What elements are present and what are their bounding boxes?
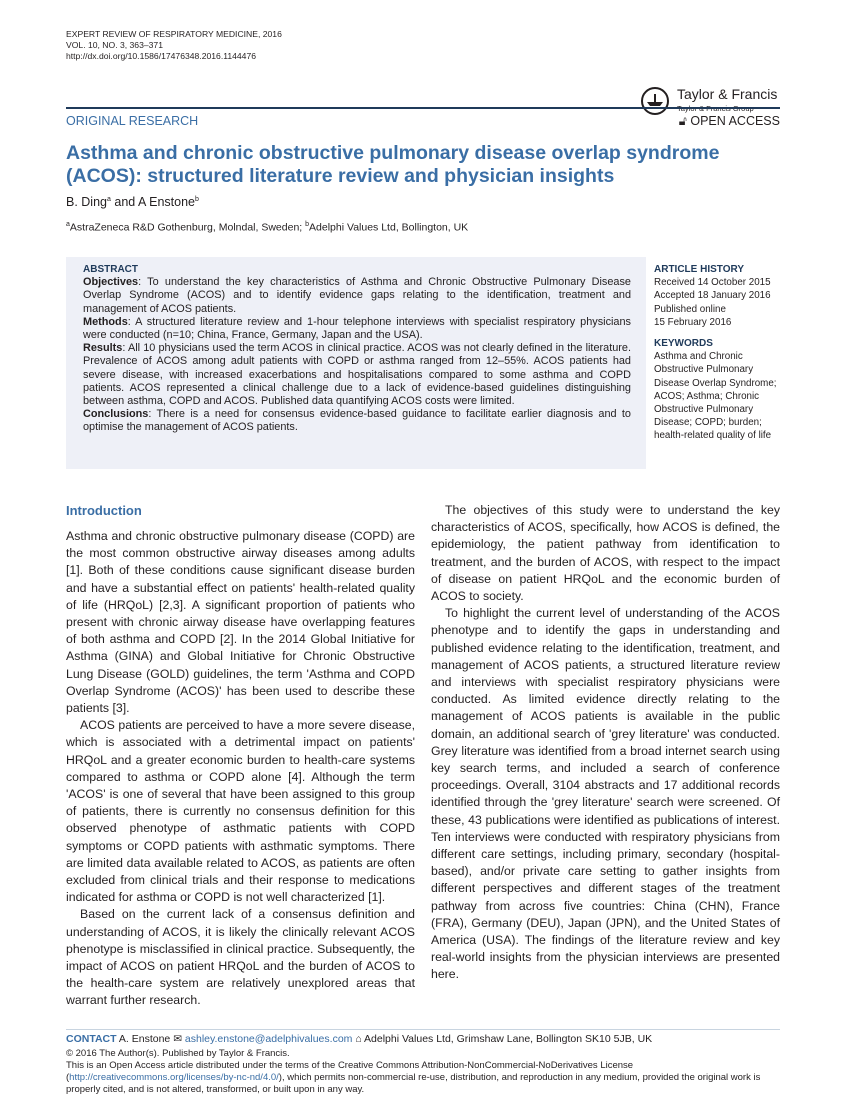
article-title: Asthma and chronic obstructive pulmonary disease overlap syndrome (ACOS): structured literature review and physician insights (66, 142, 720, 187)
email-link[interactable]: ashley.enstone@adelphivalues.com (184, 1033, 353, 1045)
email-icon: ✉ (173, 1033, 182, 1045)
abstract-conclusions: : There is a need for consensus evidence-based guidance to facilitate earlier diagnosis and to optimise the management of ACOS patients. (83, 408, 631, 434)
abstract (83, 263, 631, 435)
abstract-methods: : A structured literature review and 1-hour telephone interviews with specialist respiratory physicians were conducted (n=10; China, France, Germany, Japan and the USA). (83, 315, 631, 342)
accepted-date: Accepted 18 January 2016 (654, 290, 771, 302)
contact-name: A. Enstone (118, 1033, 171, 1045)
label: Objectives (83, 276, 139, 289)
affiliation: AstraZeneca R&D Gothenburg, Molndal, Sweden; (69, 221, 306, 234)
abstract-results: : All 10 physicians used the term ACOS in clinical practice. ACOS was not clearly defined in the literature. Prevalence of ACOS among adult patients with COPD or asthma ranged from 12–55%. ACOS patients had severe disease, with increased exacerbations and hospitalisations compared to some asthma and COPD patients. ACOS represented a clinical challenge due to a lack of evidence-based guidelines distinguishing between asthma, COPD and ACOS. Published data quantifying ACOS costs were limited. (83, 342, 631, 408)
label: Conclusions (83, 408, 149, 421)
history-heading: ARTICLE HISTORY (654, 264, 745, 275)
publisher-name: Taylor & Francis (677, 86, 778, 102)
open-lock-icon: 🔓︎ (678, 114, 691, 128)
address-icon: ⌂ (355, 1033, 362, 1045)
abstract-objectives: : To understand the key characteristics of Asthma and Chronic Obstructive Pulmonary Disease Overlap Syndrome (ACOS) and to identify evidence gaps relating to the identification, treatment and management of ACOS patients. (83, 276, 631, 315)
affiliation: Adelphi Values Ltd, Bollington, UK (309, 221, 469, 234)
author-sup: b (195, 195, 199, 203)
published-label: Published online (654, 303, 726, 315)
section-heading: Introduction (66, 503, 142, 518)
right-column (431, 502, 780, 984)
journal-header (66, 29, 282, 62)
doi-link[interactable]: http://dx.doi.org/10.1586/17476348.2016.1144476 (66, 51, 257, 61)
publisher-logo-icon (638, 86, 672, 116)
article-type: ORIGINAL RESEARCH (66, 114, 199, 128)
contact-label: CONTACT (66, 1033, 117, 1045)
label: Methods (83, 315, 128, 328)
paragraph: Based on the current lack of a consensus definition and understanding of ACOS, it is likely the clinically relevant ACOS phenotype is misclassified in clinical practice. Subsequently, the impact of ACOS on patient HRQoL and the burden of ACOS to the health-care system are relatively unexplored areas that warrant further research. (66, 907, 415, 1008)
contact-address: Adelphi Values Ltd, Grimshaw Lane, Bollington SK10 5JB, UK (364, 1033, 653, 1045)
journal-name: EXPERT REVIEW OF RESPIRATORY MEDICINE, 2016 (66, 29, 282, 39)
license-text: ), which permits non-commercial re-use, distribution, and reproduction in any medium, provided the original work is properly cited, and is not altered, transformed, or built upon in any way. (66, 1072, 761, 1095)
paragraph: Asthma and chronic obstructive pulmonary disease (COPD) are the most common obstructive airway diseases among adults [1]. Both of these conditions cause significant disease burden and have a substantial effect on patients' health-related quality of life (HRQoL) [2,3]. A significant proportion of patients who present with chronic airway disease have overlapping features of both asthma and COPD [2]. In the 2014 Global Initiative for Asthma (GINA) and Global Initiative for Chronic Obstructive Lung Disease (GOLD) guidelines, the term 'Asthma and COPD Overlap Syndrome (ACOS)' has been used to describe these patients [3]. (66, 529, 415, 716)
affiliations (66, 221, 468, 234)
paragraph: To highlight the current level of understanding of the ACOS phenotype and to identify the gaps in understanding and published evidence relating to the identification, treatment, and management of ACOS patients, a structured literature review and interviews with specialist respiratory physicians were conducted. As limited evidence directly relating to the management of ACOS patients is available in the public domain, an additional search of 'grey literature' was conducted. Grey literature was identified from a broad internet search using key search terms, and included a search of conference proceedings. Overall, 3104 abstracts and 17 additional records identified through the 'grey literature' search were screened. Of these, 43 publications were identified as publications of interest. Ten interviews were conducted with respiratory physicians from different care settings, including primary, secondary (hospital-based), and/or private care setting to gather insights from different perspectives and different stages of the treatment pathway from across five countries: China (CHN), France (FRA), Germany (DEU), Japan (JPN), and the United States of America (USA). The findings of the literature review and key real-world insights from the physician interviews are presented here. (431, 606, 780, 982)
paragraph: The objectives of this study were to understand the key characteristics of ACOS, specifically, how ACOS is defined, the epidemiology, the patient pathway from identification to treatment, and the burden of ACOS, with respect to the impact of disease on patient HRQoL and the economic burden of ACOS to society. (431, 503, 780, 604)
keywords-heading: KEYWORDS (654, 338, 713, 350)
volume: VOL. 10, NO. 3, 363–371 (66, 40, 163, 50)
header-rule (66, 107, 780, 109)
left-column (66, 528, 415, 1010)
open-access-label: OPEN ACCESS (690, 114, 780, 128)
aff-sup: b (305, 221, 310, 228)
license-link[interactable]: http://creativecommons.org/licenses/by-nc-nd/4.0/ (69, 1072, 279, 1083)
label: Results (83, 342, 123, 355)
license-text: This is an Open Access article distributed under the terms of the Creative Commons Attribution-NonCommercial-NoDerivatives License ( (66, 1060, 634, 1083)
article-sidebar (654, 263, 784, 443)
author: and A Enstone (110, 195, 196, 209)
received-date: Received 14 October 2015 (654, 277, 771, 289)
abstract-heading: ABSTRACT (83, 264, 138, 275)
footer (66, 1033, 780, 1096)
keywords: Asthma and Chronic Obstructive Pulmonary Disease Overlap Syndrome; ACOS; Asthma; Chronic Obstructive Pulmonary Disease; COPD; burden; health-related quality of life (654, 351, 777, 442)
authors (66, 195, 199, 209)
aff-sup: a (66, 221, 70, 228)
published-date: 15 February 2016 (654, 316, 732, 328)
footer-rule (66, 1029, 780, 1030)
author: B. Ding (66, 195, 107, 209)
author-sup: a (107, 195, 111, 203)
copyright: © 2016 The Author(s). Published by Taylor & Francis. (66, 1048, 290, 1059)
paragraph: ACOS patients are perceived to have a more severe disease, which is associated with a detrimental impact on patients' HRQoL and a greater economic burden to health-care systems compared to asthma or COPD alone [4]. Although the term 'ACOS' is one of several that have been assigned to this group of patients, there is currently no consensus definition for this observed phenotype of asthmatic patients with COPD symptoms or COPD patients with asthmatic symptoms. There are limited data available related to ACOS, as patients are often excluded from clinical trials and their response to medications indicated for asthma or COPD is not well characterized [1]. (66, 718, 415, 905)
open-access-badge (679, 114, 780, 129)
